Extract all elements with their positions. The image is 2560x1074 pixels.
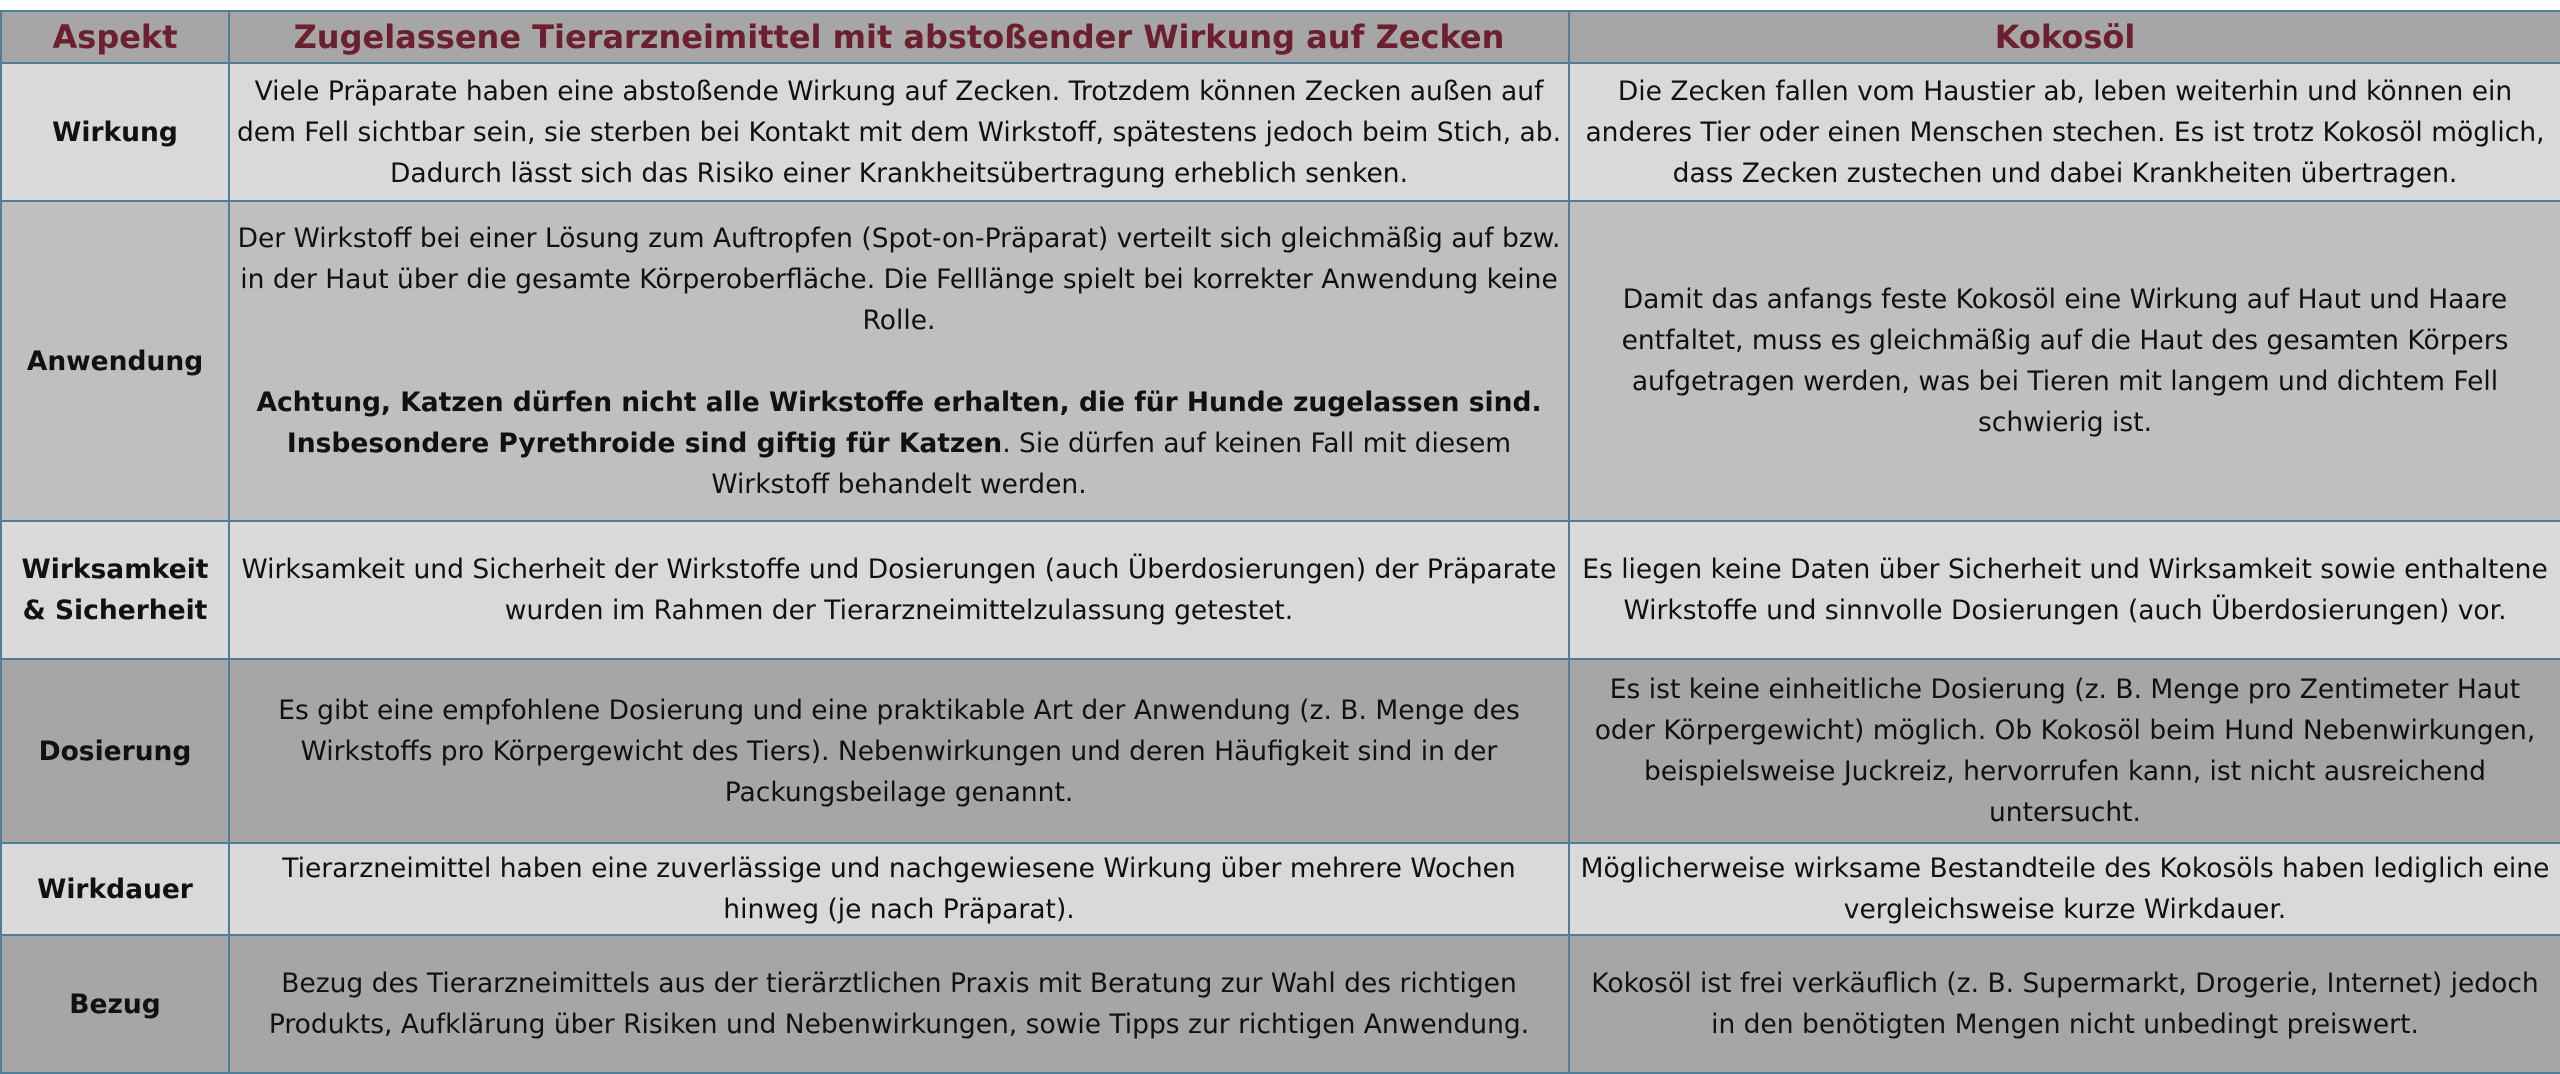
row-medication-cell: Viele Präparate haben eine abstoßende Wirkung auf Zecken. Trotzdem können Zecken außen auf dem Fell sichtbar sein, sie sterben bei Kontakt mit dem Wirkstoff, spätestens jedoch beim Stich, ab. Dadurch lässt sich das Risiko einer Krankheitsübertragung erheblich senken. [229,63,1569,201]
medication-application-text: Der Wirkstoff bei einer Lösung zum Auftropfen (Spot-on-Präparat) verteilt sich gleichmäßig auf bzw. in der Haut über die gesamte Körperoberfläche. Die Felllänge spielt bei korrekter Anwendung keine Rolle. [237,222,1561,336]
header-aspect: Aspekt [1,11,229,63]
warning-bold-text: Achtung, Katzen dürfen nicht alle Wirkstoffe erhalten, die für Hunde zugelassen sind. Insbesondere Pyrethroide sind giftig für Katzen [256,386,1542,459]
comparison-table [0,10,2560,1074]
row-aspect-label: Dosierung [1,659,229,843]
table-row-wirkdauer [1,843,2560,935]
header-row [1,11,2560,63]
row-medication-cell: Tierarzneimittel haben eine zuverlässige und nachgewiesene Wirkung über mehrere Wochen hinweg (je nach Präparat). [229,843,1569,935]
row-coconut-cell: Es ist keine einheitliche Dosierung (z. B. Menge pro Zentimeter Haut oder Körpergewicht) möglich. Ob Kokosöl beim Hund Nebenwirkungen, beispielsweise Juckreiz, hervorrufen kann, ist nicht ausreichend untersucht. [1569,659,2560,843]
row-coconut-cell: Es liegen keine Daten über Sicherheit und Wirksamkeit sowie enthaltene Wirkstoffe und sinnvolle Dosierungen (auch Überdosierungen) vor. [1569,521,2560,659]
row-coconut-cell: Kokosöl ist frei verkäuflich (z. B. Supermarkt, Drogerie, Internet) jedoch in den benötigten Mengen nicht unbedingt preiswert. [1569,935,2560,1073]
table-row-anwendung [1,201,2560,521]
row-aspect-label: Anwendung [1,201,229,521]
row-coconut-cell: Möglicherweise wirksame Bestandteile des Kokosöls haben lediglich eine vergleichsweise kurze Wirkdauer. [1569,843,2560,935]
table-row-bezug [1,935,2560,1073]
table-row-dosierung [1,659,2560,843]
medication-warning [236,382,1562,505]
warning-rest-text: . Sie dürfen auf keinen Fall mit diesem Wirkstoff behandelt werden. [711,427,1512,500]
row-medication-cell: Wirksamkeit und Sicherheit der Wirkstoffe und Dosierungen (auch Überdosierungen) der Präparate wurden im Rahmen der Tierarzneimittelzulassung getestet. [229,521,1569,659]
header-medication: Zugelassene Tierarzneimittel mit abstoßender Wirkung auf Zecken [229,11,1569,63]
row-aspect-label: Wirksamkeit & Sicherheit [1,521,229,659]
header-coconut: Kokosöl [1569,11,2560,63]
row-medication-cell [229,201,1569,521]
row-medication-cell: Bezug des Tierarzneimittels aus der tierärztlichen Praxis mit Beratung zur Wahl des richtigen Produkts, Aufklärung über Risiken und Nebenwirkungen, sowie Tipps zur richtigen Anwendung. [229,935,1569,1073]
row-aspect-label: Bezug [1,935,229,1073]
row-medication-cell: Es gibt eine empfohlene Dosierung und eine praktikable Art der Anwendung (z. B. Menge des Wirkstoffs pro Körpergewicht des Tiers). Nebenwirkungen und deren Häufigkeit sind in der Packungsbeilage genannt. [229,659,1569,843]
row-coconut-cell: Die Zecken fallen vom Haustier ab, leben weiterhin und können ein anderes Tier oder einen Menschen stechen. Es ist trotz Kokosöl möglich, dass Zecken zustechen und dabei Krankheiten übertragen. [1569,63,2560,201]
table-row-wirkung [1,63,2560,201]
table-row-wirksamkeit [1,521,2560,659]
row-aspect-label: Wirkung [1,63,229,201]
row-aspect-label: Wirkdauer [1,843,229,935]
row-coconut-cell: Damit das anfangs feste Kokosöl eine Wirkung auf Haut und Haare entfaltet, muss es gleichmäßig auf die Haut des gesamten Körpers aufgetragen werden, was bei Tieren mit langem und dichtem Fell schwierig ist. [1569,201,2560,521]
